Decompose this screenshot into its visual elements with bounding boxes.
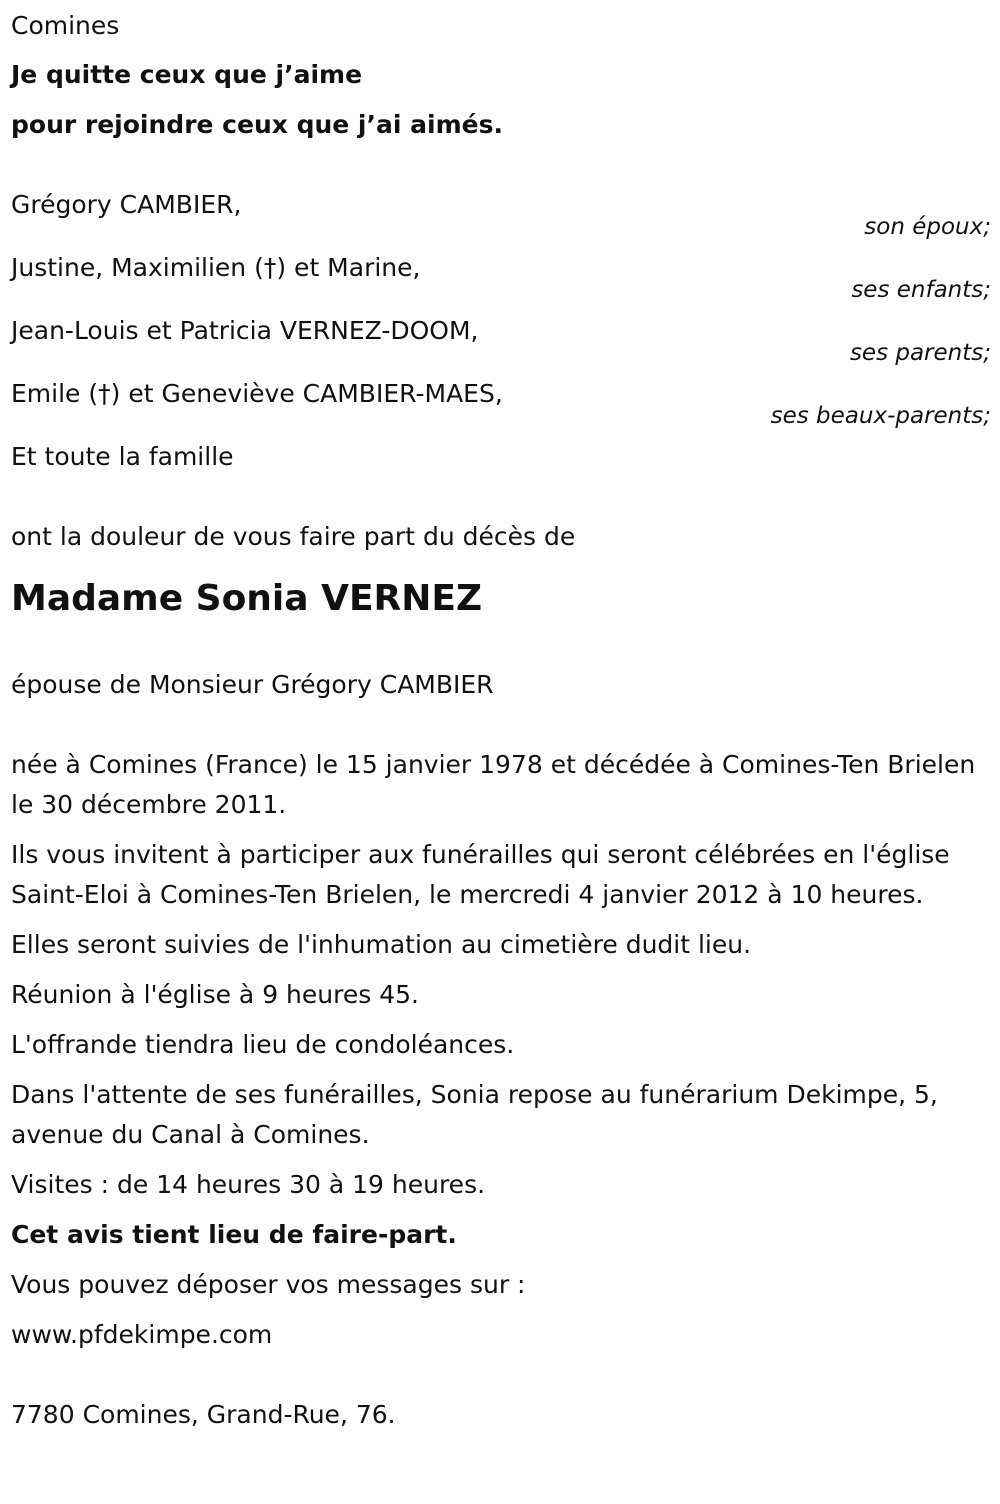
notice-text: Cet avis tient lieu de faire-part.	[11, 1220, 457, 1249]
family-relation: ses enfants;	[851, 277, 991, 303]
family-member-in-laws	[11, 374, 991, 437]
family-member-parents	[11, 311, 991, 374]
website-link[interactable]: www.pfdekimpe.com	[11, 1320, 273, 1349]
quote-line-1: Je quitte ceux que j’aime	[11, 60, 363, 89]
family-relation: ses beaux-parents;	[770, 403, 991, 429]
quote-line-2: pour rejoindre ceux que j’ai aimés.	[11, 110, 503, 139]
family-rest: Et toute la famille	[11, 442, 234, 471]
family-member-children	[11, 248, 991, 311]
funerarium-text: Dans l'attente de ses funérailles, Sonia repose au funérarium Dekimpe, 5, avenue du Canal à Comines.	[11, 1080, 938, 1149]
family-name: Justine, Maximilien (†) et Marine,	[11, 253, 421, 282]
announcement-text: ont la douleur de vous faire part du décès de	[11, 522, 576, 551]
funeral-text: Ils vous invitent à participer aux funérailles qui seront célébrées en l'église Saint-Eloi à Comines-Ten Brielen, le mercredi 4 janvier 2012 à 10 heures.	[11, 840, 950, 909]
birth-death-text: née à Comines (France) le 15 janvier 1978 et décédée à Comines-Ten Brielen le 30 décembre 2011.	[11, 750, 976, 819]
obituary-notice	[11, 6, 991, 1435]
family-name: Emile (†) et Geneviève CAMBIER-MAES,	[11, 379, 503, 408]
city-label: Comines	[11, 11, 120, 40]
family-name: Jean-Louis et Patricia VERNEZ-DOOM,	[11, 316, 479, 345]
deceased-name: Madame Sonia VERNEZ	[11, 578, 483, 619]
visits-text: Visites : de 14 heures 30 à 19 heures.	[11, 1170, 486, 1199]
offering-text: L'offrande tiendra lieu de condoléances.	[11, 1030, 515, 1059]
messages-text: Vous pouvez déposer vos messages sur :	[11, 1270, 526, 1299]
meeting-text: Réunion à l'église à 9 heures 45.	[11, 980, 419, 1009]
family-name: Grégory CAMBIER,	[11, 190, 242, 219]
spouse-line: épouse de Monsieur Grégory CAMBIER	[11, 670, 494, 699]
family-relation: ses parents;	[849, 340, 991, 366]
address-text: 7780 Comines, Grand-Rue, 76.	[11, 1400, 396, 1429]
family-member-spouse	[11, 185, 991, 248]
family-relation: son époux;	[864, 214, 991, 240]
burial-text: Elles seront suivies de l'inhumation au cimetière dudit lieu.	[11, 930, 752, 959]
